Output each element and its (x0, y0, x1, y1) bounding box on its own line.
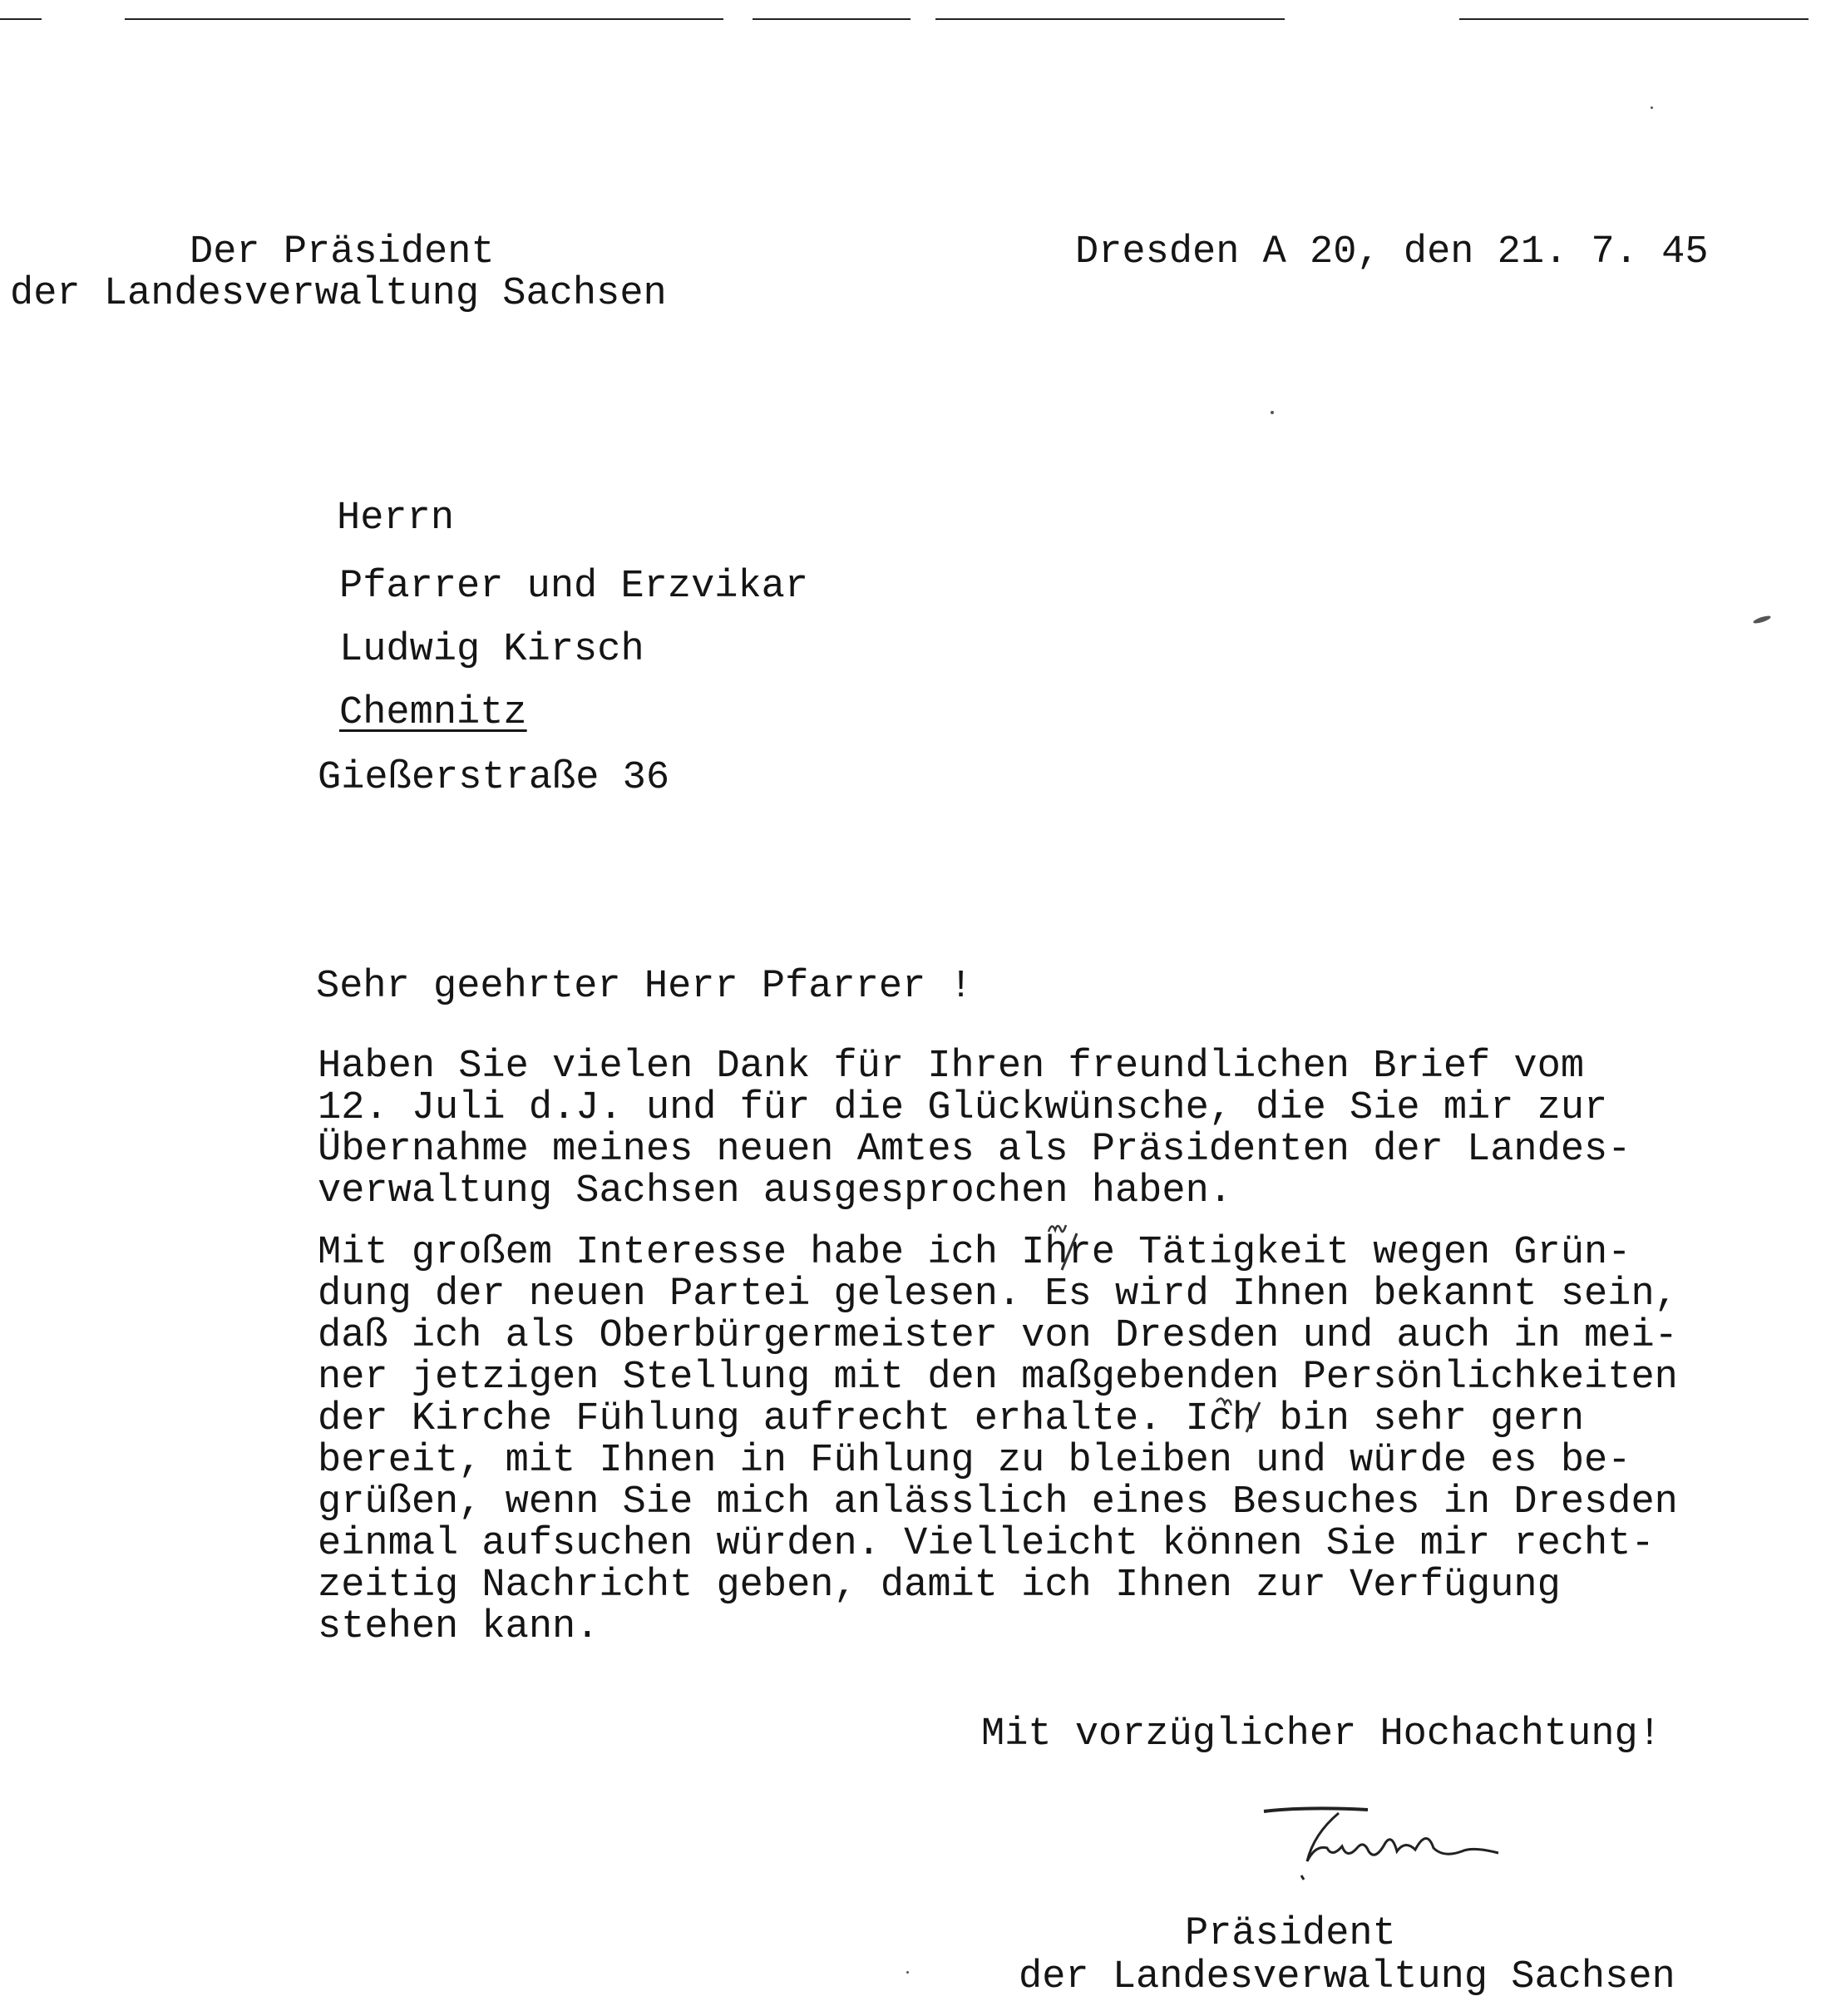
handwritten-insertion-mark (1044, 1218, 1093, 1277)
top-edge-rule (0, 18, 42, 20)
paragraph-2-line: der Kirche Fühlung aufrecht erhalte. Ich bin sehr gern (318, 1397, 1585, 1441)
recipient-title: Herrn (337, 497, 455, 541)
paragraph-2-line: ner jetzigen Stellung mit den maßgebenden Persönlichkeiten (318, 1356, 1678, 1400)
scan-speck (1271, 411, 1274, 414)
signature-title: Präsident (1185, 1912, 1396, 1956)
paragraph-2-line: stehen kann. (318, 1605, 600, 1649)
paragraph-1-line: Übernahme meines neuen Amtes als Präsidenten der Landes- (318, 1128, 1631, 1172)
recipient-name: Ludwig Kirsch (339, 628, 644, 672)
scan-speck (1651, 106, 1653, 109)
signature-organization: der Landesverwaltung Sachsen (1019, 1955, 1675, 1999)
sender-line-2: der Landesverwaltung Sachsen (10, 272, 667, 316)
closing: Mit vorzüglicher Hochachtung! (981, 1712, 1661, 1757)
paragraph-2-line: Mit großem Interesse habe ich Ihre Tätigkeit wegen Grün- (318, 1231, 1631, 1275)
paragraph-2-line: einmal aufsuchen würden. Vielleicht können Sie mir recht- (318, 1522, 1655, 1566)
paragraph-1 (318, 1046, 1631, 1213)
scan-speck (1753, 615, 1772, 625)
paragraph-2-line: dung der neuen Partei gelesen. Es wird Ihnen bekannt sein, (318, 1272, 1678, 1317)
recipient-position: Pfarrer und Erzvikar (339, 565, 809, 609)
top-edge-rule (935, 18, 1285, 20)
paragraph-2-line: daß ich als Oberbürgermeister von Dresden und auch in mei- (318, 1314, 1678, 1358)
top-edge-rule (1459, 18, 1809, 20)
paragraph-1-line: 12. Juli d.J. und für die Glückwünsche, die Sie mir zur (318, 1086, 1608, 1130)
sender-line-1: Der Präsident (190, 230, 495, 274)
recipient-city: Chemnitz (339, 691, 527, 735)
paragraph-2-line: zeitig Nachricht geben, damit ich Ihnen zur Verfügung (318, 1564, 1561, 1608)
recipient-street: Gießerstraße 36 (318, 756, 670, 800)
paragraph-1-line: verwaltung Sachsen ausgesprochen haben. (318, 1169, 1232, 1213)
handwritten-insertion-mark (1210, 1394, 1276, 1444)
paragraph-2 (318, 1233, 1678, 1648)
paragraph-2-line: grüßen, wenn Sie mich anlässlich eines Besuches in Dresden (318, 1480, 1678, 1524)
top-edge-rule (753, 18, 910, 20)
paragraph-1-line: Haben Sie vielen Dank für Ihren freundlichen Brief vom (318, 1045, 1585, 1089)
paragraph-2-line: bereit, mit Ihnen in Fühlung zu bleiben und würde es be- (318, 1439, 1631, 1483)
place-date: Dresden A 20, den 21. 7. 45 (1075, 230, 1709, 274)
scan-speck (906, 1971, 909, 1974)
top-edge-rule (125, 18, 723, 20)
greeting: Sehr geehrter Herr Pfarrer ! (316, 965, 973, 1009)
handwritten-signature (1256, 1796, 1522, 1892)
